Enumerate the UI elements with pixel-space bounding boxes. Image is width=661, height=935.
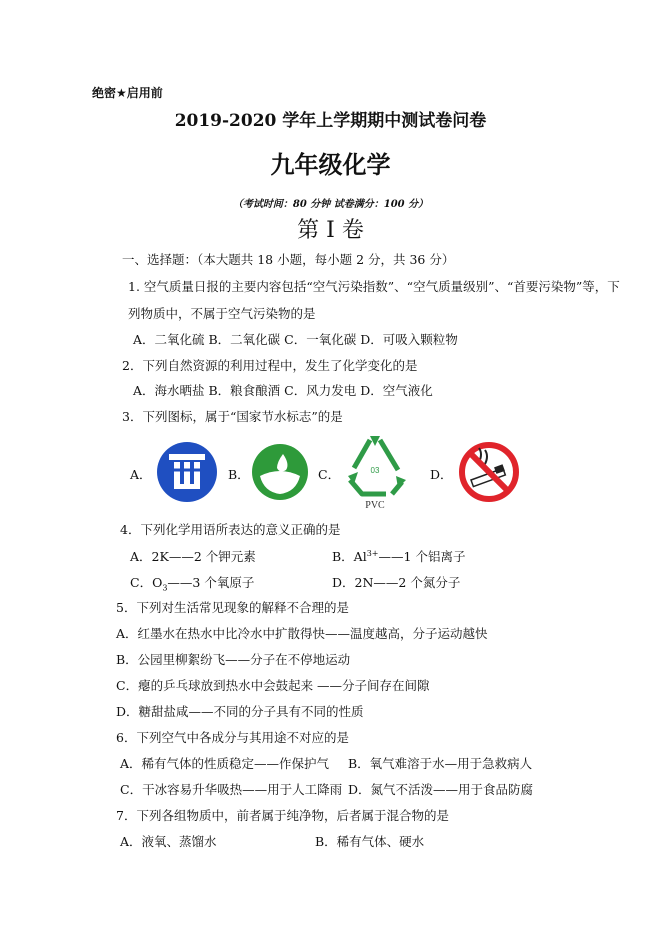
q1-options: A．二氧化硫 B．二氧化碳 C．一氧化碳 D．可吸入颗粒物: [133, 332, 458, 347]
q3-label-c: C．: [318, 467, 341, 482]
q4-option-b: [332, 547, 465, 565]
q4-b-post: ——1 个铝离子: [378, 549, 466, 564]
q4-option-c: [130, 573, 254, 593]
q6-stem: 6．下列空气中各成分与其用途不对应的是: [116, 730, 349, 745]
q7-option-a: A．液氧、蒸馏水: [120, 834, 217, 849]
q3-label-d: D．: [430, 467, 453, 482]
q4-option-d: D．2N——2 个氮分子: [332, 575, 461, 590]
q5-option-c: C．瘪的乒乓球放到热水中会鼓起来 ——分子间存在间隙: [116, 678, 430, 693]
q3-label-a: A．: [130, 467, 152, 482]
exam-info: （考试时间：80 分钟 试卷满分：100 分）: [232, 199, 429, 210]
recycle-number: 03: [370, 466, 380, 475]
q7-option-b: B．稀有气体、硬水: [315, 834, 425, 849]
q6-option-b: B．氧气难溶于水—用于急救病人: [348, 756, 533, 771]
water-saving-icon: [155, 440, 219, 504]
section-heading: 一、选择题：（本大题共 18 小题，每小题 2 分，共 36 分）: [122, 252, 455, 267]
q3-label-b: B．: [228, 467, 250, 482]
exam-title: 2019-2020 学年上学期期中测试卷问卷: [174, 111, 487, 131]
q4-c-pre: C．O: [130, 575, 163, 590]
q1-line2: 列物质中，不属于空气污染物的是: [128, 306, 316, 321]
q2-options: A．海水晒盐 B．粮食酿酒 C．风力发电 D．空气液化: [133, 383, 433, 398]
q4-stem: 4．下列化学用语所表达的意义正确的是: [120, 522, 341, 537]
q4-option-a: A．2K——2 个钾元素: [130, 549, 256, 564]
part-title: 第 I 卷: [297, 218, 364, 243]
q4-b-pre: B．Al: [332, 549, 367, 564]
q5-stem: 5．下列对生活常见现象的解释不合理的是: [116, 600, 349, 615]
q7-stem: 7．下列各组物质中，前者属于纯净物，后者属于混合物的是: [116, 808, 449, 823]
q3-stem: 3．下列图标，属于“国家节水标志”的是: [122, 409, 343, 424]
recycle-label: PVC: [365, 500, 385, 511]
q1-line1: 1. 空气质量日报的主要内容包括“空气污染指数”、“空气质量级别”、“首要污染物”等，下: [128, 279, 620, 294]
secret-mark: 绝密★启用前: [92, 86, 163, 100]
water-drop-icon: [250, 442, 310, 502]
q6-option-c: C．干冰容易升华吸热——用于人工降雨: [120, 782, 343, 797]
q5-option-d: D．糖甜盐咸——不同的分子具有不同的性质: [116, 704, 364, 719]
subject-title: 九年级化学: [270, 151, 391, 179]
q5-option-a: A．红墨水在热水中比冷水中扩散得快——温度越高，分子运动越快: [116, 626, 488, 641]
recycle-pvc-icon: [340, 432, 410, 512]
q4-c-post: ——3 个氧原子: [167, 575, 255, 590]
q6-option-a: A．稀有气体的性质稳定——作保护气: [120, 756, 330, 771]
q5-option-b: B．公园里柳絮纷飞——分子在不停地运动: [116, 652, 351, 667]
q2-stem: 2．下列自然资源的利用过程中，发生了化学变化的是: [122, 358, 418, 373]
q6-option-d: D．氮气不活泼——用于食品防腐: [348, 782, 534, 797]
q4-c-sub: 3: [162, 583, 168, 593]
no-smoking-icon: [457, 440, 521, 504]
q4-b-sup: 3+: [366, 548, 379, 558]
